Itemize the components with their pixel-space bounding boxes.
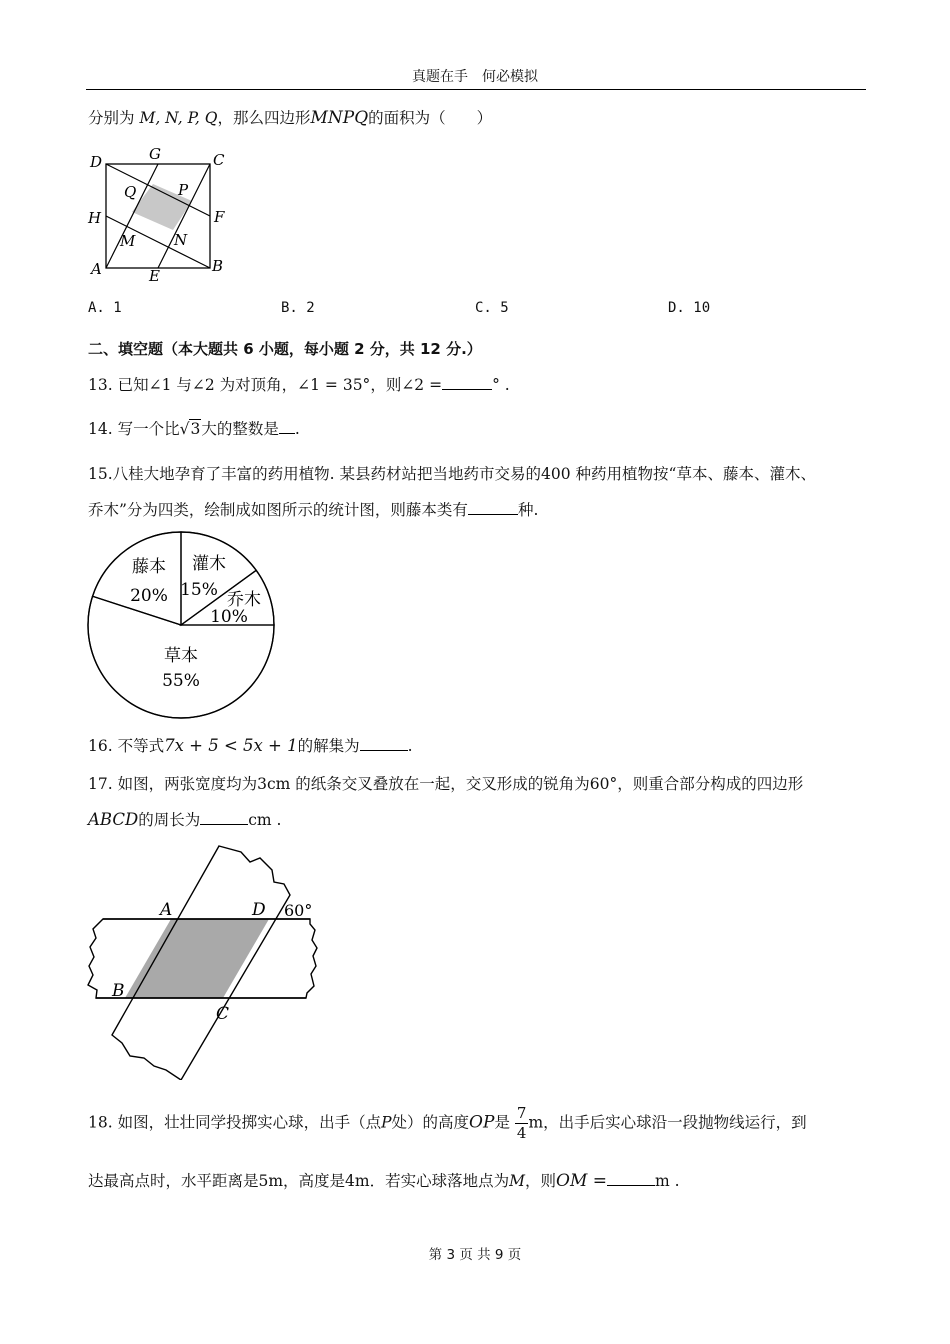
q17-angle-label: 60° — [284, 901, 313, 920]
label-C: C — [213, 151, 225, 169]
q18-frac-den: 4 — [516, 1124, 527, 1142]
q18-point-p: P — [381, 1113, 392, 1132]
q16 — [88, 734, 413, 756]
q16-blank — [360, 736, 408, 751]
q18-text-d: m，出手后实心球沿一段抛物线运行，到 — [528, 1113, 807, 1132]
q13-text-c: ，则∠2 = — [370, 376, 443, 394]
q17-overlap-abcd — [125, 919, 269, 998]
q18-text-b: 处）的高度 — [391, 1113, 470, 1132]
q17-label-a: A — [160, 900, 173, 920]
q12-option-d: D. 10 — [668, 300, 711, 316]
q17-label-c: C — [216, 1004, 230, 1024]
pie-category-label-2: 灌木 — [192, 554, 226, 574]
q14-radicand: 3 — [190, 420, 201, 438]
page-header: 真题在手 何必模拟 — [412, 69, 538, 85]
q17-strips-figure — [84, 840, 324, 1080]
q15-pie-chart — [84, 528, 279, 723]
q12-option-c: C. 5 — [475, 300, 509, 316]
q16-text-b: 的解集为 — [297, 737, 360, 755]
label-A: A — [91, 260, 102, 278]
q18-text-g: m . — [655, 1172, 680, 1190]
pie-percent-label-2: 15% — [180, 580, 218, 600]
pie-category-label-3: 乔木 — [227, 590, 261, 610]
q14 — [88, 417, 300, 439]
q15-line1: 15.八桂大地孕育了丰富的药用植物. 某县药材站把当地药市交易的400 种药用植物按“草本、藤本、灌木、 — [88, 465, 816, 483]
page-number: 第 3 页 共 9 页 — [428, 1247, 522, 1263]
label-B: B — [212, 257, 224, 275]
pie-category-label-1: 藤本 — [132, 557, 166, 577]
label-D: D — [90, 153, 103, 171]
section-title: 二、填空题（本大题共 6 小题，每小题 2 分，共 12 分.） — [88, 340, 482, 358]
q12-points: M, N, P, Q — [139, 109, 218, 127]
header-rule — [86, 89, 866, 90]
q17-blank — [200, 810, 248, 825]
pie-percent-label-3: 10% — [210, 607, 248, 627]
q16-text-c: . — [407, 737, 413, 755]
q12-option-b: B. 2 — [281, 300, 315, 316]
q17-label-d: D — [252, 900, 266, 920]
q12-option-a: A. 1 — [88, 300, 122, 316]
q14-blank — [279, 419, 295, 434]
q14-text-b: 大的整数是 — [201, 420, 279, 438]
q17-line1: 17. 如图，两张宽度均为3cm 的纸条交叉叠放在一起，交叉形成的锐角为60°，则重合部分构成的四边形 — [88, 775, 804, 793]
q17-abcd: ABCD — [88, 810, 139, 829]
q13-text-d: ° . — [492, 376, 510, 394]
q18-frac-num: 7 — [516, 1104, 527, 1122]
q12-quad: MNPQ — [310, 108, 369, 128]
label-E: E — [149, 267, 160, 285]
q18-blank — [607, 1171, 655, 1186]
q18-om: OM = — [556, 1171, 608, 1191]
q15-line2-a: 乔木”分为四类，绘制成如图所示的统计图，则藤本类有 — [88, 501, 468, 519]
q18-text-c: 是 — [494, 1113, 510, 1132]
label-Q: Q — [124, 183, 137, 201]
q12-suffix: 的面积为（ ） — [368, 109, 493, 127]
q18-line2 — [88, 1169, 680, 1191]
label-P: P — [178, 181, 189, 199]
q13-text-a: 13. 已知∠1 与∠2 为对顶角， — [88, 376, 298, 394]
label-N: N — [174, 231, 188, 249]
pie-percent-label-0: 55% — [162, 671, 200, 691]
q18-text-e: 达最高点时，水平距离是5m，高度是4m．若实心球落地点为 — [88, 1172, 510, 1190]
q14-text-a: 14. 写一个比 — [88, 420, 180, 438]
q14-text-c: . — [294, 420, 300, 438]
q17-line2-c: cm . — [248, 811, 282, 829]
pie-category-label-0: 草本 — [164, 646, 198, 666]
label-F: F — [214, 208, 225, 226]
q13 — [88, 373, 510, 395]
label-M: M — [120, 232, 136, 250]
q18-op: OP — [469, 1112, 495, 1133]
q12-square-figure — [84, 145, 234, 285]
q15-blank — [468, 500, 518, 515]
q18-point-m: M — [509, 1172, 525, 1190]
q18-line1 — [88, 1106, 807, 1141]
sqrt-icon: √ — [179, 420, 190, 438]
q12-mid: ，那么四边形 — [217, 109, 311, 127]
q13-angle-eq: ∠1 = 35° — [297, 376, 371, 394]
q17-line2-b: 的周长为 — [138, 811, 201, 829]
q18-text-a: 18. 如图，壮壮同学投掷实心球，出手（点 — [88, 1113, 382, 1132]
q17-line2 — [88, 808, 281, 830]
q15-line2-b: 种. — [517, 501, 539, 519]
label-H: H — [88, 209, 102, 227]
q18-text-f: ，则 — [525, 1172, 557, 1190]
q16-inequality: 7x + 5 < 5x + 1 — [164, 736, 298, 755]
q13-blank — [442, 375, 492, 390]
label-G: G — [149, 145, 161, 163]
q17-label-b: B — [112, 981, 125, 1001]
q16-text-a: 16. 不等式 — [88, 737, 165, 755]
q18-fraction — [515, 1106, 529, 1141]
pie-percent-label-1: 20% — [130, 586, 168, 606]
q12-prefix: 分别为 — [88, 109, 135, 127]
q12-stem — [88, 106, 492, 128]
q15-line2 — [88, 498, 538, 520]
